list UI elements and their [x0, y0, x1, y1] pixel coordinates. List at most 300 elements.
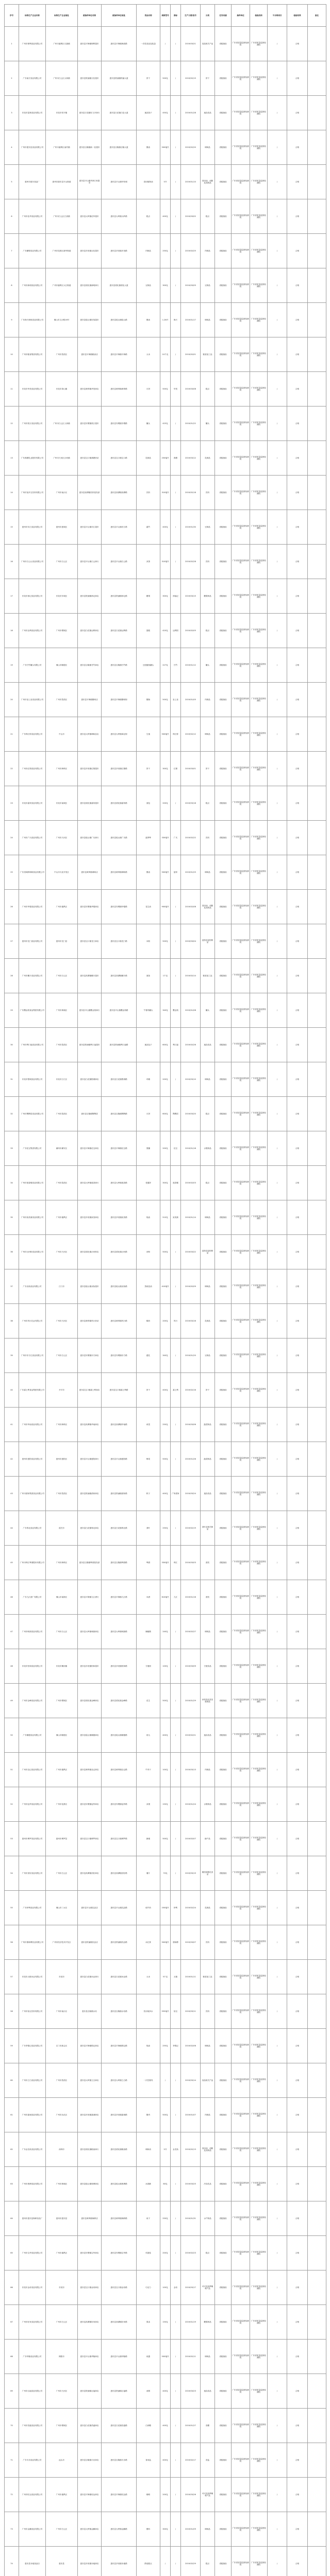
table-cell: 调味品 [201, 717, 215, 752]
table-cell: 合格 [287, 821, 308, 855]
column-header: 分类 [201, 5, 215, 27]
table-cell [308, 1960, 326, 1994]
column-header: 标称生产企业地址 [46, 5, 78, 27]
table-cell: 广东省质量监督检测院 [232, 234, 250, 268]
table-cell: 糕点 [201, 1097, 215, 1131]
table-cell: 糖果 [137, 579, 160, 614]
table-cell: 255克 [160, 2029, 171, 2063]
table-cell: 广东嘉士利食品集团有限公司 [19, 1373, 46, 1408]
table-cell: 省级抽检 [215, 924, 232, 959]
table-cell: 惠东县平海镇锦记商店 [78, 2029, 102, 2063]
table-cell: 惠东县安墩镇东方商店 [78, 1338, 102, 1373]
table-cell [308, 2305, 326, 2340]
table-cell: 广东省质量监督检测院 [232, 1028, 250, 1062]
table-cell: 惠东县平山镇乳品店 [78, 1891, 102, 1925]
table-cell: 佛山市南海区 [46, 1580, 78, 1615]
table-cell: 省级抽检 [215, 1994, 232, 2029]
table-cell: 合格 [287, 2443, 308, 2478]
table-cell: 59 [5, 2029, 19, 2063]
table-cell: 惠东县吉隆镇水站 [78, 1994, 102, 2029]
table-cell: 广东省质量监督检测院 [232, 2132, 250, 2167]
table-cell: 徐福记 [171, 579, 181, 614]
table-cell: 惠东县安墩镇东方路 [102, 1338, 137, 1373]
table-cell: 合格 [287, 337, 308, 372]
table-cell: 2019/02/06 [181, 2029, 201, 2063]
table-cell [308, 406, 326, 441]
table-cell: 2019/02/29 [181, 2547, 201, 2576]
table-cell: 省级抽检 [215, 1200, 232, 1235]
table-cell: 凉茶 [137, 545, 160, 579]
table-cell: 2019/02/23 [181, 2236, 201, 2270]
table-cell: 食品相关产品 [201, 27, 215, 61]
table-cell: 省级抽检 [215, 614, 232, 648]
table-cell [308, 1546, 326, 1580]
table-cell: / [268, 1511, 287, 1546]
table-cell: 惠东县大岭镇立白路 [102, 2063, 137, 2098]
table-cell: 省级抽检 [215, 2340, 232, 2374]
table-cell: 惠东县平海镇平海路 [102, 337, 137, 372]
table-cell: 广东省质量监督检测院 [232, 1477, 250, 1511]
table-cell: 乳制品 [201, 441, 215, 476]
table-cell: 省级抽检 [215, 2478, 232, 2512]
table-cell: 惠东县稔山镇好客超市 [78, 303, 102, 337]
table-cell: 甘竹 [171, 648, 181, 683]
table-cell: 合格 [287, 1615, 308, 1649]
table-cell: 酱油 [137, 855, 160, 890]
table-cell: 150克 [160, 2305, 171, 2340]
table-cell: 汕头市 [46, 2443, 78, 2478]
table-cell: 广东省质量监督检测院 [232, 959, 250, 993]
table-cell: 深圳市 [46, 2132, 78, 2167]
table-cell: 粮食加工品 [201, 959, 215, 993]
table-cell: 广东省质量监督检测院 [232, 2340, 250, 2374]
table-cell: 300克 [160, 1166, 171, 1200]
table-cell: 广州市陶陶居食品有限公司 [19, 1097, 46, 1131]
table-cell: 250毫升 [160, 441, 171, 476]
table-cell: 康师傅 [171, 1925, 181, 1960]
table-cell: 广东省质量监督检测院 [250, 648, 268, 683]
table-cell: 东莞市常平镇 [46, 96, 78, 130]
table-cell: / [268, 1822, 287, 1856]
table-cell: 广东省质量监督检测院 [250, 476, 268, 510]
table-cell: 惠东县高潭镇华南路 [102, 1408, 137, 1442]
table-cell: 省级抽检 [215, 1960, 232, 1994]
table-cell: 合格 [287, 1373, 308, 1408]
table-cell: 合格 [287, 234, 308, 268]
table-cell: 2019/02/22 [181, 821, 201, 855]
table-cell: 省级抽检 [215, 2236, 232, 2270]
table-cell: 广东美味鲜调味食品有限公司 [19, 855, 46, 890]
table-cell: 惠东县安墩镇宝华路 [102, 2236, 137, 2270]
table-cell: 食用植物油 [137, 165, 160, 199]
table-cell: 广州市白云山食品有限公司 [19, 545, 46, 579]
table-cell: 惠东县吉隆镇吉隆大道 [102, 130, 137, 165]
table-cell: 韶关市 [46, 1511, 78, 1546]
table-cell: 可可及焙烤咖啡产品 [201, 2478, 215, 2512]
table-cell: 广州市惠东县食品有限公司 [19, 130, 46, 165]
table-cell [308, 2167, 326, 2201]
table-cell: 面条 [137, 959, 160, 993]
table-cell: 广东省质量监督检测院 [232, 1615, 250, 1649]
table-cell: 广东省质量监督检测院 [232, 579, 250, 614]
table-cell: / [268, 545, 287, 579]
table-cell: 广东省质量监督检测院 [250, 614, 268, 648]
table-cell: 500毫升 [160, 717, 171, 752]
column-header: 备注 [308, 5, 326, 27]
table-cell: 广东甘竹罐头有限公司 [19, 648, 46, 683]
table-cell: 糕点 [201, 199, 215, 234]
table-cell [308, 1994, 326, 2029]
table-cell: 饮料 [201, 821, 215, 855]
table-cell: / [268, 1097, 287, 1131]
table-cell: 400克 [160, 510, 171, 545]
table-cell: / [171, 27, 181, 61]
table-cell: 惠东县平海镇保利超市 [78, 27, 102, 61]
table-cell: 2019/03/12 [181, 441, 201, 476]
table-cell: 惠东县平山镇华隆商店 [78, 2340, 102, 2374]
table-cell: 合格 [287, 1131, 308, 1166]
table-cell: 400克 [160, 1477, 171, 1511]
table-cell: 食用油、油脂及其制品 [201, 165, 215, 199]
table-cell: 广东省质量监督检测院 [250, 1546, 268, 1580]
table-cell: 惠东县吉隆镇甘竹商店 [78, 648, 102, 683]
table-cell [308, 2409, 326, 2443]
table-cell: 400克 [160, 2374, 171, 2409]
table-cell: 60 [5, 2063, 19, 2098]
table-row [5, 821, 326, 855]
table-cell: 广州市黄埔区 [46, 993, 78, 1028]
table-cell: 70克 [160, 1856, 171, 1891]
table-cell: / [268, 1131, 287, 1166]
table-cell: 汤圆 [137, 2374, 160, 2409]
table-cell: 广东省质量监督检测院 [232, 2547, 250, 2576]
table-cell: 2019/01/08 [181, 993, 201, 1028]
table-cell: / [268, 2270, 287, 2305]
table-cell: 惠东县高潭镇好来路 [102, 2305, 137, 2340]
table-row [5, 1615, 326, 1649]
table-cell: 食用油、油脂及其制品 [201, 890, 215, 924]
table-cell: 省级抽检 [215, 337, 232, 372]
table-row [5, 1200, 326, 1235]
table-cell: 茶叶及相关制品 [201, 1511, 215, 1546]
table-row [5, 752, 326, 786]
table-cell: 惠东县大岭镇莲香商行 [78, 1166, 102, 1200]
table-cell: 酱料 [137, 2512, 160, 2547]
table-cell: / [171, 2236, 181, 2270]
table-row [5, 441, 326, 476]
table-cell: 省级抽检 [215, 303, 232, 337]
table-row [5, 1408, 326, 1442]
table-cell: 广东省质量监督检测院 [250, 61, 268, 96]
table-cell: 广东省质量监督检测院 [232, 1097, 250, 1131]
table-cell: 糖果制品 [201, 2305, 215, 2340]
table-cell: 惠东县平山镇鹰金钱路 [102, 993, 137, 1028]
table-cell: 2019/01/24 [181, 1787, 201, 1822]
table-cell: 惠东县铁涌镇徐记路 [102, 579, 137, 614]
table-cell: 广州市白云区 [46, 1856, 78, 1891]
table-cell: / [268, 337, 287, 372]
table-cell: / [268, 1269, 287, 1304]
table-cell: 4 [5, 130, 19, 165]
table-cell [308, 1028, 326, 1062]
table-cell: / [268, 1408, 287, 1442]
table-cell: 太粮 [171, 1960, 181, 1994]
table-cell: 佳宝 [171, 1131, 181, 1166]
table-cell: 广东双鱼食品有限公司 [19, 1269, 46, 1304]
table-cell: 300克 [160, 2512, 171, 2547]
table-cell: 珠江桥 [171, 717, 181, 752]
table-cell: 310毫升 [160, 476, 171, 510]
table-cell: 410毫升 [160, 1269, 171, 1304]
table-row [5, 1718, 326, 1753]
table-cell: 肉制品 [201, 683, 215, 717]
table-cell: 蔬菜制品 [201, 1408, 215, 1442]
table-row [5, 476, 326, 510]
table-cell: 合格 [287, 1649, 308, 1684]
table-cell: 2019/02/16 [181, 1373, 201, 1408]
table-cell: 九江 [171, 1580, 181, 1615]
table-cell: 省级抽检 [215, 1062, 232, 1097]
column-header: 任务来源 [215, 5, 232, 27]
table-cell: / [160, 2547, 171, 2576]
table-cell: 广东省质量监督检测院 [232, 1787, 250, 1822]
table-cell: / [268, 2512, 287, 2547]
table-cell: 惠东县宝口镇博罗路 [102, 1822, 137, 1856]
table-cell: 14 [5, 476, 19, 510]
table-cell: 广东海天调味食品有限公司 [19, 303, 46, 337]
table-cell: 惠东县铁涌镇铁涌大道 [102, 61, 137, 96]
table-row [5, 1787, 326, 1822]
table-cell: 月饼 [137, 1097, 160, 1131]
table-cell: 惠东县安墩镇华强商店 [78, 890, 102, 924]
table-cell: 茶叶 [137, 1511, 160, 1546]
table-cell: 惠东县大岭镇味源路 [102, 1615, 137, 1649]
table-cell: 咖啡 [137, 2478, 160, 2512]
table-cell [308, 1062, 326, 1097]
table-row [5, 717, 326, 752]
table-cell [308, 1649, 326, 1684]
column-header: 检验机构 [250, 5, 268, 27]
table-cell: 合格 [287, 1097, 308, 1131]
table-cell: 200克 [160, 786, 171, 821]
table-cell: 皇上皇 [171, 683, 181, 717]
table-cell: 食用盐 [137, 2443, 160, 2478]
table-cell: 广东省质量监督检测院 [250, 234, 268, 268]
table-cell: 62 [5, 2132, 19, 2167]
table-cell: 广东省质量监督检测院 [250, 2029, 268, 2063]
table-cell: 54 [5, 1856, 19, 1891]
table-cell: 惠东县稔山镇广氏路 [102, 821, 137, 855]
table-cell: 2019/03/01 [181, 752, 201, 786]
column-header: 被抽样单位名称 [78, 5, 102, 27]
table-cell: 饼干 [137, 61, 160, 96]
table-cell: 惠东县多祝镇本地路 [102, 2547, 137, 2576]
table-cell: 500克 [160, 1442, 171, 1477]
table-cell: 广东省质量监督检测院 [250, 2167, 268, 2201]
table-cell: 惠东县铁涌镇万佳超市 [78, 61, 102, 96]
table-cell: 惠州市惠城区 [46, 510, 78, 545]
table-cell: 广州市番禺区大石街道 [46, 268, 78, 303]
table-cell: 惠东县梁化镇金峰商店 [78, 1684, 102, 1718]
table-cell: 广州市天河区 [46, 1235, 78, 1269]
table-cell: 惠东县平海镇九江路 [102, 1580, 137, 1615]
table-cell: 广东省质量监督检测院 [232, 890, 250, 924]
table-cell: 省级抽检 [215, 786, 232, 821]
table-cell: 广东省质量监督检测院 [232, 1131, 250, 1166]
table-cell: 2019/02/24 [181, 1891, 201, 1925]
table-cell: 合格 [287, 1200, 308, 1235]
table-row [5, 1235, 326, 1269]
table-cell: 合格 [287, 2098, 308, 2132]
table-cell: 广东省质量监督检测院 [232, 1304, 250, 1338]
table-cell: / [171, 406, 181, 441]
table-cell: 合格 [287, 2409, 308, 2443]
table-cell: 广州市穗丰食品有限公司 [19, 959, 46, 993]
table-cell: 惠东县多祝镇红棉超市 [78, 752, 102, 786]
table-cell: 梅菜 [137, 1442, 160, 1477]
table-cell: 省级抽检 [215, 1856, 232, 1891]
table-cell: 广东省质量监督检测院 [232, 1856, 250, 1891]
table-cell: 广东省质量监督检测院 [250, 1615, 268, 1649]
table-cell [308, 27, 326, 61]
table-cell [308, 96, 326, 130]
table-cell: 57 [5, 1960, 19, 1994]
table-cell: 合格 [287, 890, 308, 924]
table-cell: 2019/01/22 [181, 406, 201, 441]
table-cell: 东莞市嘉荣食品有限公司 [19, 786, 46, 821]
table-cell: / [171, 2063, 181, 2098]
table-cell: 2019/02/26 [181, 1028, 201, 1062]
table-cell [308, 993, 326, 1028]
table-cell: 腐竹 [137, 510, 160, 545]
table-cell: 省级抽检 [215, 27, 232, 61]
table-cell: / [171, 1269, 181, 1304]
table-cell: / [171, 786, 181, 821]
table-cell: / [268, 2443, 287, 2478]
table-cell: 惠东县安墩镇冠华商店 [78, 1787, 102, 1822]
table-cell: / [268, 1028, 287, 1062]
table-cell: 广州酒家 [171, 1477, 181, 1511]
table-cell [308, 303, 326, 337]
table-cell [308, 683, 326, 717]
table-cell: 2019/03/18 [181, 786, 201, 821]
table-cell: / [268, 1615, 287, 1649]
table-cell: 辣椒酱 [137, 1615, 160, 1649]
table-cell: 9 [5, 303, 19, 337]
table-cell: 惠东县吉隆镇丰乐商店 [78, 2443, 102, 2478]
table-cell: 12 [5, 406, 19, 441]
table-cell: 合格 [287, 2167, 308, 2201]
table-cell: 41 [5, 1408, 19, 1442]
table-cell: 水果制品 [201, 1787, 215, 1822]
table-cell: 省级抽检 [215, 2132, 232, 2167]
table-cell: 2019/03/13 [181, 1753, 201, 1787]
table-cell: 肉制品 [201, 234, 215, 268]
table-cell: 惠东县铁涌镇利口福超市 [78, 1028, 102, 1062]
table-cell: 20 [5, 683, 19, 717]
table-cell: 豆豉鲮鱼罐头 [137, 648, 160, 683]
table-cell: 省级抽检 [215, 2270, 232, 2305]
table-cell: 广东省质量监督检测院 [232, 1891, 250, 1925]
table-cell: 糕点 [201, 786, 215, 821]
table-cell: 调味品 [201, 2029, 215, 2063]
table-cell: 广州市经济技术开发区 [46, 1925, 78, 1960]
table-cell: 37 [5, 1269, 19, 1304]
table-cell: 惠东县梁化镇沙河路 [102, 1235, 137, 1269]
table-cell: 广东省质量监督检测院 [232, 2201, 250, 2236]
table-cell: 广东省质量监督检测院 [250, 2098, 268, 2132]
table-cell: 蜂产品 [201, 1822, 215, 1856]
table-cell: 广东省质量监督检测院 [232, 61, 250, 96]
table-cell [308, 1615, 326, 1649]
table-cell: 粽子 [137, 1477, 160, 1511]
table-cell: 广东省质量监督检测院 [232, 545, 250, 579]
table-cell: 广东省质量监督检测院 [250, 752, 268, 786]
table-cell: 2019/02/13 [181, 2132, 201, 2167]
table-cell: 56 [5, 1925, 19, 1960]
table-cell: 广东省质量监督检测院 [232, 130, 250, 165]
table-cell: 450克 [160, 96, 171, 130]
table-cell: 金龙鱼 [171, 2132, 181, 2167]
table-cell: 惠东县平山镇东江超市 [78, 510, 102, 545]
table-cell: 2019/02/20 [181, 130, 201, 165]
table-cell: / [268, 27, 287, 61]
table-cell: 61 [5, 2098, 19, 2132]
table-row [5, 2029, 326, 2063]
table-cell: 广东省质量监督检测院 [232, 1373, 250, 1408]
table-cell: / [268, 2201, 287, 2236]
table-cell: / [268, 1062, 287, 1097]
table-cell: 惠东县平海镇腊味店 [78, 683, 102, 717]
table-cell: 饼干 [137, 1373, 160, 1408]
table-cell: 合格 [287, 1062, 308, 1097]
table-cell: 惠州市博罗食品有限公司 [19, 1822, 46, 1856]
table-row [5, 1338, 326, 1373]
table-cell [308, 61, 326, 96]
table-cell: 5升 [160, 165, 171, 199]
table-cell: 合格 [287, 717, 308, 752]
table-cell: 惠东县平海镇佳宝路 [102, 1131, 137, 1166]
table-cell: 广州市粮食集团有限公司 [19, 337, 46, 372]
table-cell: / [171, 268, 181, 303]
table-cell: 省级抽检 [215, 2409, 232, 2443]
table-cell: 2019/02/11 [181, 2340, 201, 2374]
table-cell: 合格 [287, 648, 308, 683]
table-cell: 广东省质量监督检测院 [232, 1822, 250, 1856]
table-cell: 调味品 [201, 855, 215, 890]
table-cell: 惠东县铁涌镇饮品路 [102, 1925, 137, 1960]
table-cell: 饮料 [201, 1994, 215, 2029]
table-row [5, 1822, 326, 1856]
table-cell: 广东省质量监督检测院 [232, 924, 250, 959]
table-cell: 31 [5, 1062, 19, 1097]
table-cell: 广东省质量监督检测院 [232, 2478, 250, 2512]
table-cell: 利口福 [171, 1028, 181, 1062]
table-cell: 广东省质量监督检测院 [232, 821, 250, 855]
table-cell: / [160, 2063, 171, 2098]
table-cell: 合格 [287, 406, 308, 441]
table-cell: 惠东县黄埠镇风行路 [102, 1304, 137, 1338]
table-cell: 广州市宝华食品有限公司 [19, 2236, 46, 2270]
table-cell: / [171, 2201, 181, 2236]
table-cell: 广州市白云区江高镇 [46, 199, 78, 234]
table-cell: 合格 [287, 165, 308, 199]
table-cell [308, 614, 326, 648]
table-cell: 广州市钱万食品有限公司 [19, 406, 46, 441]
table-cell: 合格 [287, 1994, 308, 2029]
table-cell: 省级抽检 [215, 2512, 232, 2547]
table-cell: 惠东县多祝镇嘉诚路 [102, 2098, 137, 2132]
